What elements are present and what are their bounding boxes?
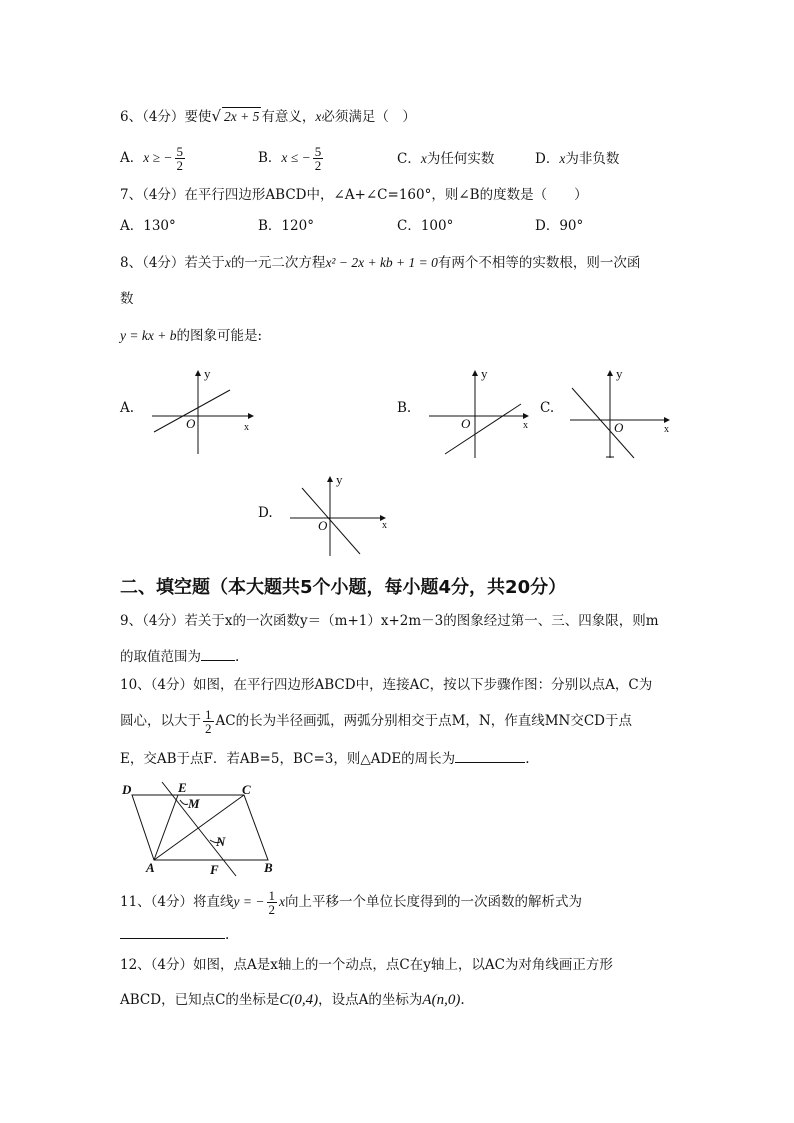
coordinate-a: A(n,0) — [422, 992, 461, 1008]
function-line — [572, 388, 634, 458]
point-d-label: D — [122, 782, 132, 797]
y-label: y — [336, 472, 343, 487]
option-letter: C． — [397, 151, 421, 167]
denominator: 2 — [314, 158, 322, 173]
question-12: 12、（4分）如图，点A是x轴上的一个动点，点C在y轴上，以AC为对角线画正方形 — [120, 957, 613, 973]
question-9-cont: 的取值范围为 . — [120, 646, 239, 666]
q7-option-a[interactable]: A．130° — [120, 218, 176, 234]
function-expr: y = kx + b — [120, 328, 177, 343]
question-text: 的图象可能是: — [176, 328, 263, 344]
numerator: 1 — [268, 888, 275, 903]
question-score: （4分） — [142, 109, 185, 125]
sqrt-sign: √ — [211, 107, 221, 125]
numerator: 5 — [176, 144, 184, 159]
y-label: y — [616, 366, 623, 381]
question-text: 圆心，以大于 — [120, 713, 201, 729]
origin-label: O — [614, 420, 624, 435]
question-text: 8、（4分）若关于 — [120, 255, 225, 271]
arc-m — [180, 800, 188, 805]
x-label: x — [664, 424, 669, 435]
graph-b-svg — [425, 368, 535, 460]
question-text: 的取值范围为 — [120, 649, 201, 665]
question-6 — [120, 107, 416, 126]
question-text: 向上平移一个单位长度得到的一次函数的解析式为 — [285, 894, 582, 910]
variable: x — [315, 109, 322, 124]
point-f-label: F — [210, 862, 219, 877]
answer-blank[interactable] — [201, 646, 235, 661]
q6-option-b[interactable] — [258, 145, 325, 172]
x-label: x — [244, 422, 249, 433]
denominator: 2 — [205, 721, 212, 736]
denominator: 2 — [268, 902, 275, 917]
question-9: 9、（4分）若关于x的一次函数y＝（m+1）x+2m－3的图象经过第一、三、四象限，则m — [120, 613, 659, 629]
graph-a — [148, 368, 258, 462]
question-11 — [120, 889, 582, 916]
graph-d-svg — [288, 474, 398, 558]
y-arrow — [327, 476, 333, 482]
q8-option-b-label[interactable]: B. — [397, 400, 412, 416]
section-heading: 二、填空题（本大题共5个小题，每小题4分，共20分） — [120, 577, 567, 598]
point-a-label: A — [146, 860, 155, 875]
question-text: E，交AB于点F．若AB=5，BC=3，则△ADE的周长为 — [120, 751, 456, 767]
numerator: 5 — [314, 144, 322, 159]
option-text: 为非负数 — [565, 151, 620, 167]
variable: x — [224, 255, 231, 270]
point-n-label: N — [216, 834, 226, 849]
point-c-label: C — [242, 782, 251, 797]
q8-option-c-label[interactable]: C. — [540, 400, 555, 416]
q7-option-c[interactable]: C．100° — [397, 218, 454, 234]
q8-option-a-label[interactable]: A. — [120, 400, 135, 416]
question-text: 必须满足（ ） — [321, 109, 416, 125]
parallelogram-svg — [118, 778, 288, 878]
point-m-label: M — [188, 796, 200, 811]
question-8 — [120, 254, 640, 272]
question-text: 有意义， — [261, 109, 316, 125]
y-label: y — [481, 366, 488, 381]
q6-option-c[interactable] — [397, 150, 494, 168]
graph-a-svg — [148, 368, 258, 458]
y-arrow — [472, 370, 478, 376]
parallelogram-figure — [118, 778, 288, 882]
q7-option-b[interactable]: B．120° — [258, 218, 314, 234]
radicand: 2x + 5 — [224, 109, 260, 124]
point-b-label: B — [264, 860, 273, 875]
equation: x² − 2x + kb + 1 = 0 — [325, 255, 438, 270]
graph-c — [566, 368, 676, 464]
q8-option-d-label[interactable]: D. — [258, 505, 273, 521]
option-letter: A． — [120, 150, 144, 166]
numerator: 1 — [205, 707, 212, 722]
origin-label: O — [461, 416, 471, 431]
option-letter: D． — [535, 151, 560, 167]
function-expr: x — [279, 894, 285, 909]
question-10: 10、（4分）如图，在平行四边形ABCD中，连接AC，按以下步骤作图：分别以点A，C为 — [120, 677, 653, 693]
q7-option-d[interactable]: D．90° — [535, 218, 584, 234]
answer-blank[interactable] — [455, 748, 525, 763]
option-math: x — [420, 151, 427, 166]
x-arrow — [664, 417, 670, 423]
question-text: 要使 — [184, 109, 212, 125]
origin-label: O — [318, 518, 328, 533]
question-8-cont: 数 — [120, 291, 134, 307]
function-expr: y = − — [233, 894, 265, 909]
fraction — [203, 708, 214, 735]
question-10-cont — [120, 708, 632, 735]
x-label: x — [523, 420, 528, 431]
graph-d — [288, 474, 398, 562]
y-arrow — [607, 370, 613, 376]
option-letter: B． — [258, 150, 282, 166]
fraction — [175, 145, 186, 172]
denominator: 2 — [176, 158, 184, 173]
question-10-cont2: E，交AB于点F．若AB=5，BC=3，则△ADE的周长为 . — [120, 748, 529, 768]
origin-label: O — [186, 416, 196, 431]
fraction — [267, 889, 278, 916]
question-text: ABCD，已知点C的坐标是 — [120, 992, 280, 1008]
fraction — [313, 145, 324, 172]
coordinate-c: C(0,4) — [279, 992, 319, 1008]
option-math: x — [559, 151, 566, 166]
graph-b — [425, 368, 535, 464]
q6-option-a[interactable] — [120, 145, 187, 172]
answer-blank[interactable] — [120, 924, 225, 939]
option-math: x ≥ − — [143, 150, 173, 165]
question-text: AC的长为半径画弧，两弧分别相交于点M，N，作直线MN交CD于点 — [215, 713, 633, 729]
question-number: 6、 — [120, 109, 143, 125]
question-text: 的一元二次方程 — [230, 255, 326, 271]
q6-option-d[interactable] — [535, 150, 619, 168]
x-arrow — [248, 413, 254, 419]
option-text: 为任何实数 — [426, 151, 495, 167]
question-text: 有两个不相等的实数根，则一次函 — [437, 255, 641, 271]
question-11-blank: . — [120, 924, 229, 944]
question-text: ，设点A的坐标为 — [318, 992, 423, 1008]
x-label: x — [382, 520, 387, 531]
question-text: . — [460, 992, 465, 1008]
option-math: x ≤ − — [281, 150, 311, 165]
function-line — [445, 404, 521, 454]
function-line — [302, 488, 360, 554]
question-12-cont — [120, 991, 465, 1009]
parallelogram — [132, 795, 268, 860]
y-arrow — [195, 370, 201, 376]
question-text: 11、（4分）将直线 — [120, 894, 234, 910]
question-8-cont2 — [120, 327, 262, 345]
segment-ae — [154, 795, 178, 860]
point-e-label: E — [178, 780, 187, 795]
y-label: y — [204, 366, 211, 381]
x-arrow — [523, 413, 529, 419]
question-7: 7、（4分）在平行四边形ABCD中，∠A+∠C=160°，则∠B的度数是（ ） — [120, 187, 588, 203]
